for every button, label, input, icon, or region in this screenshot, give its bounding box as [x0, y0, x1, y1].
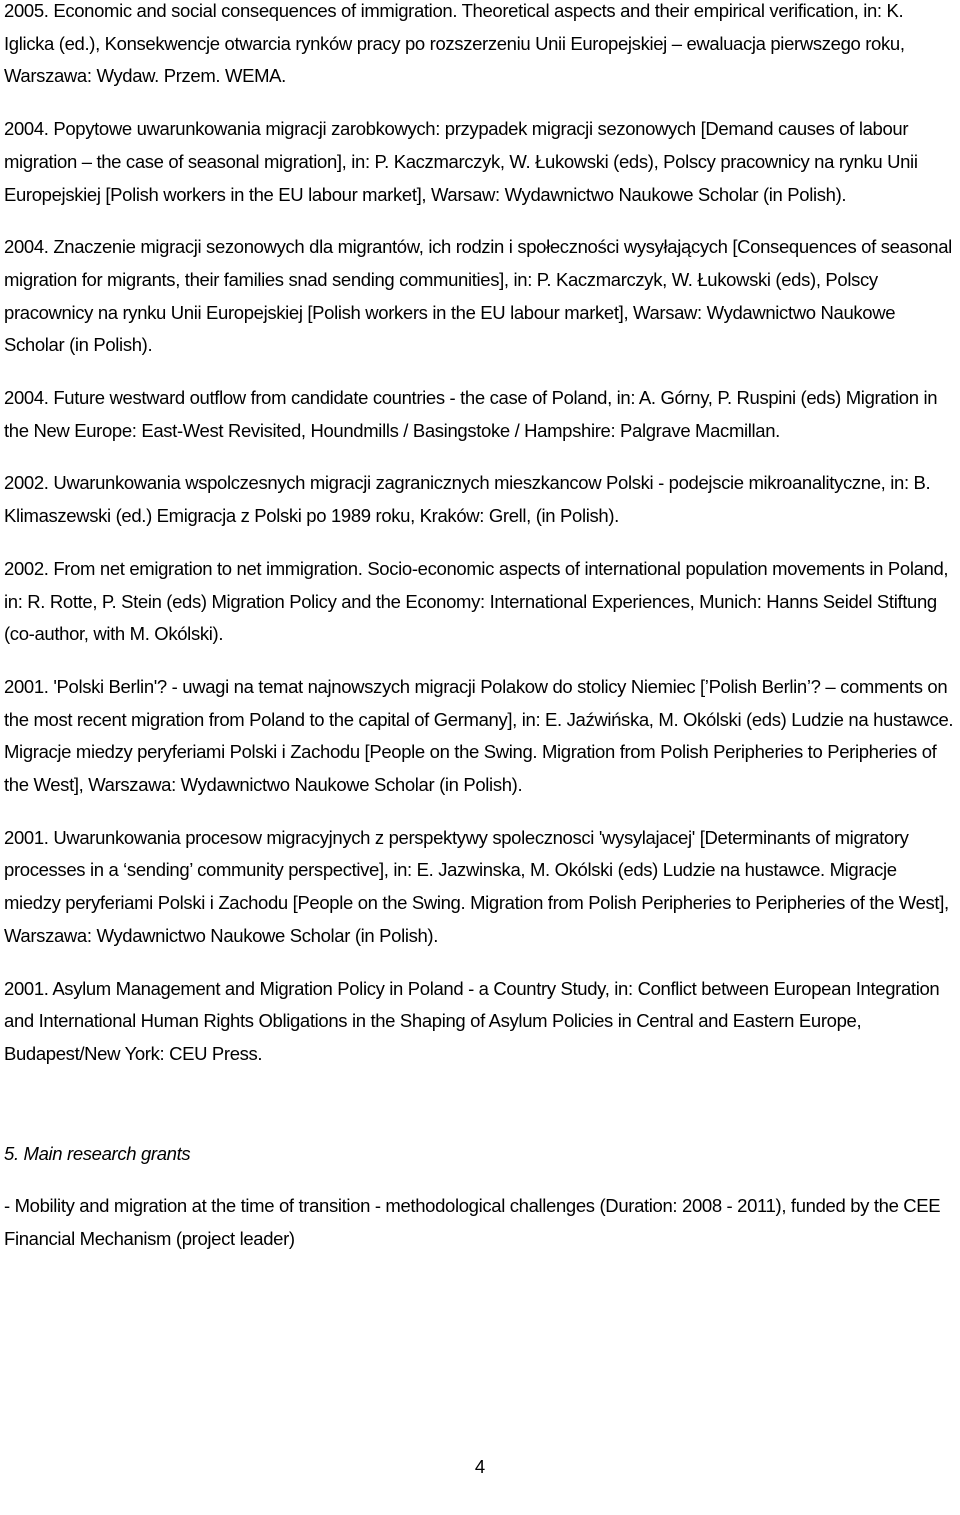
publication-entry: 2004. Popytowe uwarunkowania migracji zarobkowych: przypadek migracji sezonowych [Demand causes of labour migration – the case of seasonal migration], in: P. Kaczmarczyk, W. Łukowski (eds), Polscy pracownicy na rynku Unii Europejskiej [Polish workers in the EU labour market], Warsaw: Wydawnictwo Naukowe Scholar (in Polish).: [4, 118, 918, 205]
grant-item: - Mobility and migration at the time of transition - methodological challenges (Duration: 2008 - 2011), funded by the CEE Financial Mechanism (project leader): [4, 1195, 941, 1250]
section-heading: 5. Main research grants: [4, 1142, 191, 1164]
publication-entry: 2004. Znaczenie migracji sezonowych dla migrantów, ich rodzin i społeczności wysyłających [Consequences of seasonal migration for migrants, their families snad sending communities], in: P. Kaczmarczyk, W. Łukowski (eds), Polscy pracownicy na rynku Unii Europejskiej [Polish workers in the EU labour market], Warsaw: Wydawnictwo Naukowe Scholar (in Polish).: [4, 236, 952, 356]
publication-entry: 2001. Uwarunkowania procesow migracyjnych z perspektywy spolecznosci 'wysylajacej' [Determinants of migratory processes in a ‘sending’ community perspective], in: E. Jazwinska, M. Okólski (eds) Ludzie na hustawce. Migracje miedzy peryferiami Polski i Zachodu [People on the Swing. Migration from Polish Peripheries to Peripheries of the West], Warszawa: Wydawnictwo Naukowe Scholar (in Polish).: [4, 826, 949, 946]
publication-list: [4, 0, 956, 1071]
document-page: [4, 0, 956, 1256]
publication-entry: 2002. Uwarunkowania wspolczesnych migracji zagranicznych mieszkancow Polski - podejscie mikroanalityczne, in: B. Klimaszewski (ed.) Emigracja z Polski po 1989 roku, Kraków: Grell, (in Polish).: [4, 472, 931, 527]
publication-entry: 2001. Asylum Management and Migration Policy in Poland - a Country Study, in: Conflict between European Integration and International Human Rights Obligations in the Shaping of Asylum Policies in Central and Eastern Europe, Budapest/New York: CEU Press.: [4, 977, 940, 1064]
publication-entry: 2002. From net emigration to net immigration. Socio-economic aspects of international population movements in Poland, in: R. Rotte, P. Stein (eds) Migration Policy and the Economy: International Experiences, Munich: Hanns Seidel Stiftung (co-author, with M. Okólski).: [4, 557, 949, 645]
publication-entry: 2001. 'Polski Berlin'? - uwagi na temat najnowszych migracji Polakow do stolicy Niemiec [’Polish Berlin’? – comments on the most recent migration from Poland to the capital of Germany], in: E. Jaźwińska, M. Okólski (eds) Ludzie na hustawce. Migracje miedzy peryferiami Polski i Zachodu [People on the Swing. Migration from Polish Peripheries to Peripheries of the West], Warszawa: Wydawnictwo Naukowe Scholar (in Polish).: [4, 675, 954, 796]
grant-list: [4, 1190, 956, 1255]
publication-entry: 2005. Economic and social consequences of immigration. Theoretical aspects and their empirical verification, in: K. Iglicka (ed.), Konsekwencje otwarcia rynków pracy po rozszerzeniu Unii Europejskiej – ewaluacja pierwszego roku, Warszawa: Wydaw. Przem. WEMA.: [4, 0, 905, 87]
publication-entry: 2004. Future westward outflow from candidate countries - the case of Poland, in: A. Górny, P. Ruspini (eds) Migration in the New Europe: East-West Revisited, Houndmills / Basingstoke / Hampshire: Palgrave Macmillan.: [4, 387, 938, 441]
page-number: 4: [474, 1456, 486, 1477]
